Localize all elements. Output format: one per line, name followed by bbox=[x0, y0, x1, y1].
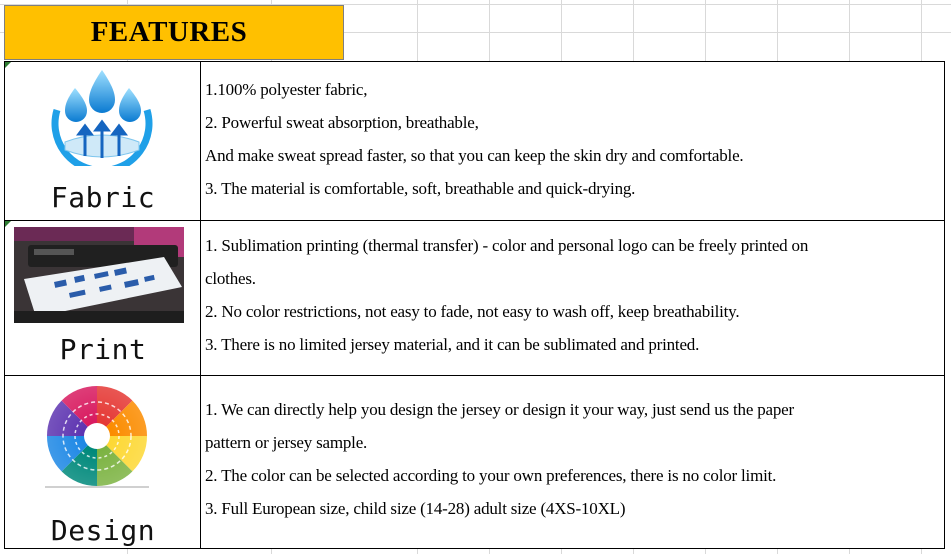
fabric-line-3: And make sweat spread faster, so that you can keep the skin dry and comfortable. bbox=[205, 146, 744, 165]
features-header bbox=[4, 5, 344, 60]
icon-cell-design bbox=[5, 376, 201, 548]
feature-label-design: Design bbox=[50, 514, 156, 547]
feature-text-print bbox=[202, 221, 944, 375]
design-line-4: 3. Full European size, child size (14-28) adult size (4XS-10XL) bbox=[205, 499, 626, 518]
feature-row-print bbox=[5, 221, 944, 376]
print-line-1: 1. Sublimation printing (thermal transfer) - color and personal logo can be freely printed on bbox=[205, 236, 809, 255]
icon-cell-fabric bbox=[5, 62, 201, 220]
feature-row-design bbox=[5, 376, 944, 548]
print-line-4: 3. There is no limited jersey material, and it can be sublimated and printed. bbox=[205, 335, 700, 354]
color-wheel-icon bbox=[41, 382, 153, 494]
water-drops-icon bbox=[47, 66, 157, 166]
print-line-2: clothes. bbox=[205, 269, 256, 288]
features-table bbox=[4, 61, 945, 549]
design-line-2: pattern or jersey sample. bbox=[205, 433, 368, 452]
fabric-line-2: 2. Powerful sweat absorption, breathable, bbox=[205, 113, 479, 132]
print-line-3: 2. No color restrictions, not easy to fade, not easy to wash off, keep breathability. bbox=[205, 302, 740, 321]
fabric-line-1: 1.100% polyester fabric, bbox=[205, 80, 368, 99]
feature-label-fabric: Fabric bbox=[50, 181, 156, 214]
icon-cell-print bbox=[5, 221, 201, 375]
fabric-line-4: 3. The material is comfortable, soft, breathable and quick-drying. bbox=[205, 179, 636, 198]
design-line-1: 1. We can directly help you design the jersey or design it your way, just send us the paper bbox=[205, 400, 794, 419]
feature-label-print: Print bbox=[59, 333, 147, 366]
printer-photo bbox=[14, 227, 184, 323]
cell-comment-marker bbox=[5, 221, 11, 227]
feature-row-fabric bbox=[5, 62, 944, 221]
features-title: FEATURES bbox=[90, 16, 248, 48]
design-line-3: 2. The color can be selected according to your own preferences, there is no color limit. bbox=[205, 466, 777, 485]
cell-comment-marker bbox=[5, 62, 11, 68]
feature-text-fabric bbox=[202, 62, 944, 220]
feature-text-design bbox=[202, 376, 944, 548]
